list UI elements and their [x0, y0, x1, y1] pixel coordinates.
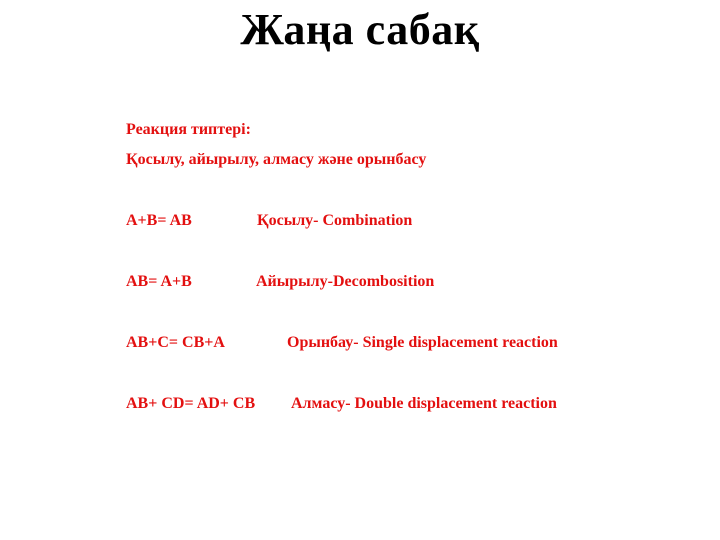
- reaction-description: Қосылу- Combination: [257, 212, 413, 229]
- reaction-description: Алмасу- Double displacement reaction: [291, 395, 557, 412]
- reaction-formula: AB= A+B: [126, 273, 192, 290]
- slide-title: Жаңа сабақ: [240, 5, 480, 54]
- reaction-formula: A+B= AB: [126, 212, 192, 229]
- reaction-description: Айырылу-Decombosition: [256, 273, 435, 290]
- reaction-formula: AB+ CD= AD+ CB: [126, 395, 256, 412]
- reaction-types-list: Қосылу, айырылу, алмасу және орынбасу: [126, 151, 427, 168]
- reaction-description: Орынбау- Single displacement reaction: [287, 334, 558, 351]
- reaction-types-heading: Реакция типтері:: [126, 121, 251, 138]
- reaction-formula: AB+C= CB+A: [126, 334, 225, 351]
